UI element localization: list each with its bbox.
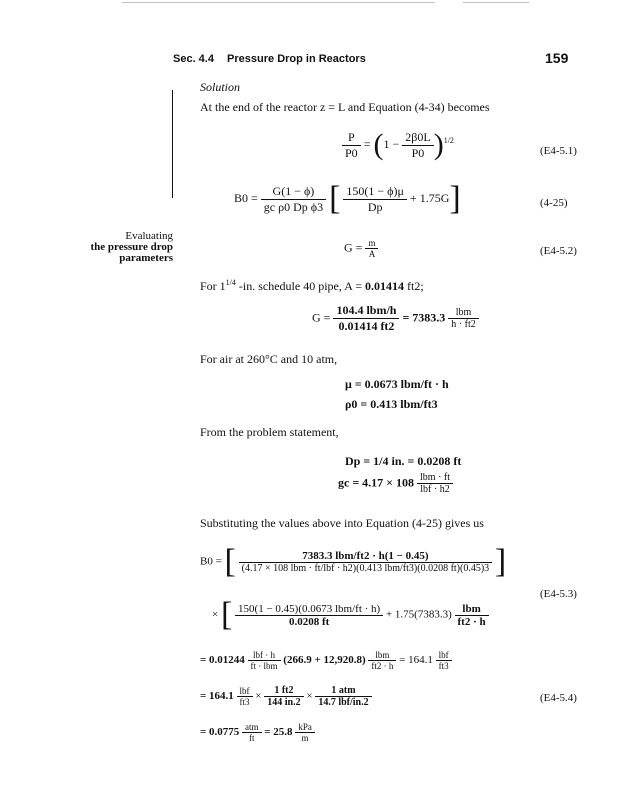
margin-rule — [172, 90, 173, 198]
viscosity-value: μ = 0.0673 lbm/ft · h — [345, 377, 449, 391]
equation-final: = 0.0775 $\frac{\text{atm}}{ft}$ = 25.8 $\frac{\text{kPa}}{m}$ — [200, 722, 315, 743]
equation-e4-5-2: G = $\frac{m}{A}$ — [344, 238, 378, 259]
particle-diameter: Dp = 1/4 in. = 0.0208 ft — [345, 454, 462, 468]
equation-e4-5-3-line-2: × [ $\frac{\text{150(1 − 0.45)(0.0673 lbm/ft · h)}}{0.0208 ft}$ + 1.75(7383.3) $\frac{\text{lbm}}{ft2 \cdot h}$ — [212, 596, 489, 634]
equation-result-line: = 0.01244 $\frac{\text{lbf · h}}{\text{ft · lbm}}$ (266.9 + 12,920.8) $\frac{\text{lbm}}{ft2 \cdot h}$ = 164.1 $\frac{\text{lbf}}{ft3}$ — [200, 650, 452, 671]
equation-label-e4-5-3: (E4-5.3) — [540, 588, 577, 600]
equation-mass-velocity: G = $\frac{\text{104.4 lbm/h}}{0.01414 ft2}$ = 7383.3 $\frac{\text{lbm}}{h \cdot ft2}$ — [312, 303, 479, 334]
margin-note-line-1: Evaluating — [125, 230, 173, 242]
margin-note-line-3: parameters — [119, 252, 173, 264]
top-rule — [122, 2, 435, 3]
equation-label-e4-5-4: (E4-5.4) — [540, 692, 577, 704]
equation-e4-5-1: $\frac{P}{P0}$ = (1 − $\frac{2\beta 0L}{P0}$ )$^{1/2}$ — [342, 128, 454, 162]
equation-4-25: B0 = $\frac{G(1 - \phi)}{\text{gc ρ0 Dp ϕ3}}$ [ $\frac{150(1 - \phi)\mu}{Dp}$ + 1.75G] — [234, 180, 461, 217]
equation-label-e4-5-1: (E4-5.1) — [540, 145, 577, 157]
equation-e4-5-4: = 164.1 $\frac{\text{lbf}}{ft3}$ × $\frac{1 ft2}{144 in.2}$ × $\frac{\text{1 atm}}{\text{14.7 lbf/in.2}}$ — [200, 685, 372, 708]
solution-heading: Solution — [200, 80, 241, 94]
running-header — [173, 53, 366, 65]
gravity-constant: gc = 4.17 × 108 $\frac{\text{lbm · ft}}{\text{lbf · h2}}$ — [338, 472, 453, 495]
problem-text: From the problem statement, — [200, 425, 339, 439]
page-number: 159 — [545, 50, 569, 66]
substitution-text: Substituting the values above into Equation (4-25) gives us — [200, 516, 484, 530]
intro-text: At the end of the reactor z = L and Equation (4-34) becomes — [200, 100, 490, 114]
margin-note — [70, 231, 173, 264]
top-rule-short — [463, 2, 529, 3]
section-number: Sec. 4.4 — [173, 53, 214, 65]
equation-e4-5-3-line-1: B0 = [ 7383.3 lbm/ft2 · h(1 − 0.45) (4.17 × 108 lbm · ft/lbf · h2)(0.413 lbm/ft3)(0.0208 ft)(0.45)3 ] — [200, 543, 507, 580]
pipe-text: For $1^{1/4}$ -in. schedule 40 pipe, A = 0.01414 ft2; — [200, 278, 424, 293]
section-title: Pressure Drop in Reactors — [227, 53, 366, 65]
equation-label-e4-5-2: (E4-5.2) — [540, 245, 577, 257]
margin-note-line-2: the pressure drop — [90, 241, 173, 253]
air-text: For air at 260°C and 10 atm, — [200, 352, 338, 366]
equation-label-4-25: (4-25) — [540, 197, 568, 209]
density-value: ρ0 = 0.413 lbm/ft3 — [345, 397, 438, 411]
